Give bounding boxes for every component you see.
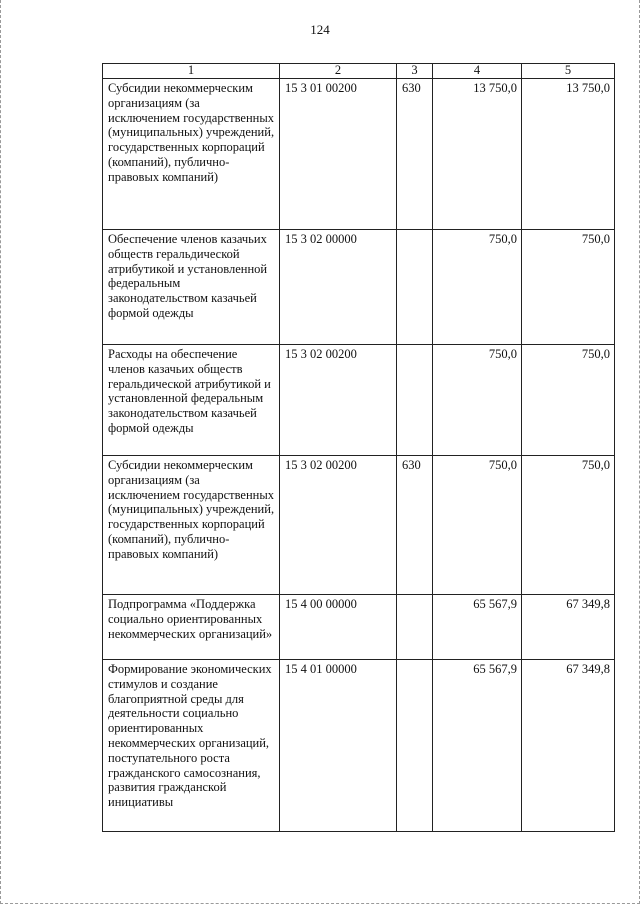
budget-table bbox=[102, 63, 615, 832]
row-sum2: 750,0 bbox=[522, 345, 615, 456]
row-name: Подпрограмма «Поддержка социально ориентированных некоммерческих организаций» bbox=[103, 595, 280, 660]
row-sum2: 13 750,0 bbox=[522, 79, 615, 230]
row-vr bbox=[397, 595, 433, 660]
column-header-sum1: 4 bbox=[433, 64, 522, 79]
row-vr: 630 bbox=[397, 456, 433, 595]
row-sum1: 750,0 bbox=[433, 456, 522, 595]
row-sum1: 13 750,0 bbox=[433, 79, 522, 230]
table-row bbox=[103, 79, 615, 230]
row-sum2: 750,0 bbox=[522, 456, 615, 595]
row-vr bbox=[397, 345, 433, 456]
column-header-sum2: 5 bbox=[522, 64, 615, 79]
row-sum1: 65 567,9 bbox=[433, 595, 522, 660]
table-row bbox=[103, 345, 615, 456]
row-vr bbox=[397, 660, 433, 832]
row-name: Расходы на обеспечение членов казачьих обществ геральдической атрибутикой и установленной федеральным законодательством казачьей формой одежды bbox=[103, 345, 280, 456]
row-code: 15 3 01 00200 bbox=[280, 79, 397, 230]
row-sum1: 750,0 bbox=[433, 345, 522, 456]
row-vr bbox=[397, 230, 433, 345]
row-sum2: 67 349,8 bbox=[522, 660, 615, 832]
row-name: Обеспечение членов казачьих обществ геральдической атрибутикой и установленной федеральным законодательством казачьей формой одежды bbox=[103, 230, 280, 345]
row-name: Субсидии некоммерческим организациям (за исключением государственных (муниципальных) учреждений, государственных корпораций (компаний), публично-правовых компаний) bbox=[103, 456, 280, 595]
row-name: Формирование экономических стимулов и создание благоприятной среды для деятельности социально ориентированных некоммерческих организаций, поступательного роста гражданского самосознания, развития гражданской инициативы bbox=[103, 660, 280, 832]
row-code: 15 3 02 00000 bbox=[280, 230, 397, 345]
table-row bbox=[103, 660, 615, 832]
row-sum2: 67 349,8 bbox=[522, 595, 615, 660]
column-header-code: 2 bbox=[280, 64, 397, 79]
column-header-name: 1 bbox=[103, 64, 280, 79]
row-sum2: 750,0 bbox=[522, 230, 615, 345]
table-header-row bbox=[103, 64, 615, 79]
row-sum1: 750,0 bbox=[433, 230, 522, 345]
page-number: 124 bbox=[310, 22, 330, 37]
table-row bbox=[103, 456, 615, 595]
row-name: Субсидии некоммерческим организациям (за исключением государственных (муниципальных) учреждений, государственных корпораций (компаний), публично-правовых компаний) bbox=[103, 79, 280, 230]
row-vr: 630 bbox=[397, 79, 433, 230]
table-row bbox=[103, 230, 615, 345]
row-code: 15 4 00 00000 bbox=[280, 595, 397, 660]
row-code: 15 3 02 00200 bbox=[280, 456, 397, 595]
table-row bbox=[103, 595, 615, 660]
column-header-vr: 3 bbox=[397, 64, 433, 79]
row-sum1: 65 567,9 bbox=[433, 660, 522, 832]
row-code: 15 4 01 00000 bbox=[280, 660, 397, 832]
row-code: 15 3 02 00200 bbox=[280, 345, 397, 456]
